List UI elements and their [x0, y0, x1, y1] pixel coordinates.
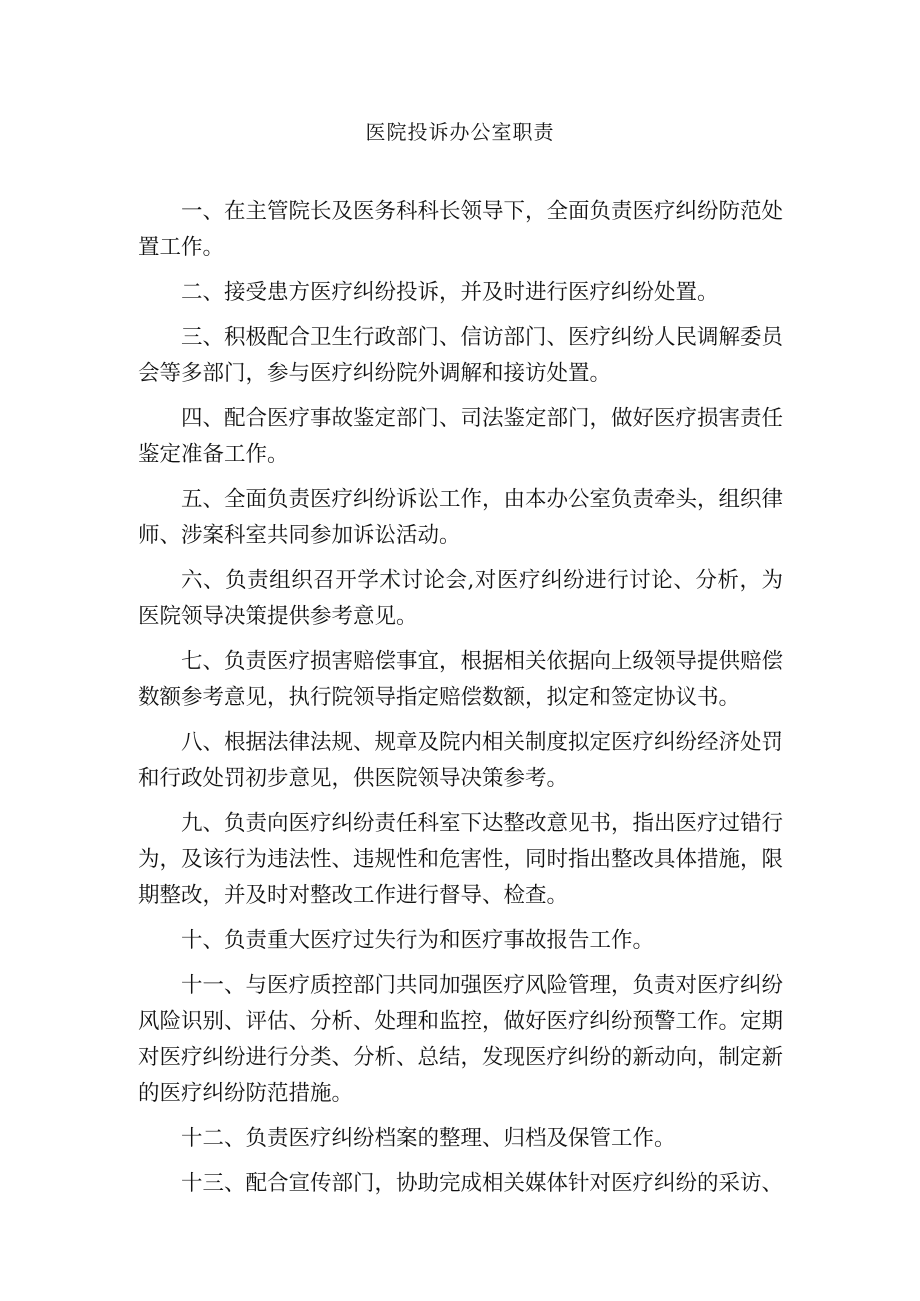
duty-item-9: 九、负责向医疗纠纷责任科室下达整改意见书，指出医疗过错行为，及该行为违法性、违规性和危害性，同时指出整改具体措施，限期整改，并及时对整改工作进行督导、检查。 [138, 811, 784, 908]
duty-item-13: 十三、配合宣传部门，协助完成相关媒体针对医疗纠纷的采访、 [181, 1171, 784, 1196]
duty-item-8: 八、根据法律法规、规章及院内相关制度拟定医疗纠纷经济处罚和行政处罚初步意见，供医院领导决策参考。 [138, 730, 784, 791]
duty-item-1: 一、在主管院长及医务科科长领导下，全面负责医疗纠纷防范处置工作。 [138, 199, 784, 260]
duty-item-5: 五、全面负责医疗纠纷诉讼工作，由本办公室负责牵头，组织律师、涉案科室共同参加诉讼活动。 [138, 487, 784, 548]
document-title: 医院投诉办公室职责 [365, 120, 555, 144]
document-body [138, 194, 783, 1211]
duty-item-6: 六、负责组织召开学术讨论会,对医疗纠纷进行讨论、分析，为医院领导决策提供参考意见。 [138, 568, 783, 629]
duty-item-10: 十、负责重大医疗过失行为和医疗事故报告工作。 [181, 928, 655, 953]
duty-item-7: 七、负责医疗损害赔偿事宜，根据相关依据向上级领导提供赔偿数额参考意见，执行院领导指定赔偿数额，拟定和签定协议书。 [138, 649, 784, 710]
duty-item-4: 四、配合医疗事故鉴定部门、司法鉴定部门，做好医疗损害责任鉴定准备工作。 [138, 406, 784, 467]
duty-item-11: 十一、与医疗质控部门共同加强医疗风险管理，负责对医疗纠纷风险识别、评估、分析、处理和监控，做好医疗纠纷预警工作。定期对医疗纠纷进行分类、分析、总结，发现医疗纠纷的新动向，制定新的医疗纠纷防范措施。 [138, 973, 784, 1106]
duty-item-3: 三、积极配合卫生行政部门、信访部门、医疗纠纷人民调解委员会等多部门，参与医疗纠纷院外调解和接访处置。 [138, 325, 784, 386]
duty-item-2: 二、接受患方医疗纠纷投诉，并及时进行医疗纠纷处置。 [181, 280, 719, 305]
duty-item-12: 十二、负责医疗纠纷档案的整理、归档及保管工作。 [181, 1126, 676, 1151]
